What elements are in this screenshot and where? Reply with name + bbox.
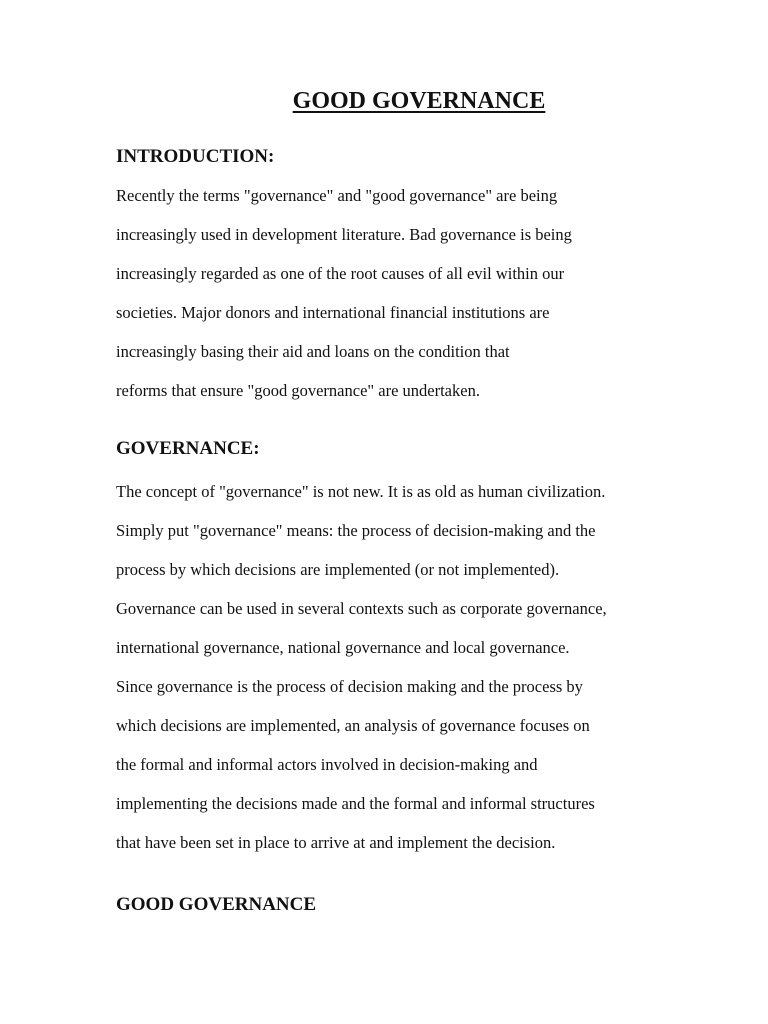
text-line: which decisions are implemented, an analysis of governance focuses on	[116, 716, 590, 735]
text-line: reforms that ensure "good governance" are undertaken.	[116, 381, 480, 400]
governance-paragraph	[116, 481, 607, 871]
text-line: the formal and informal actors involved in decision-making and	[116, 755, 538, 774]
text-line: Governance can be used in several contexts such as corporate governance,	[116, 599, 607, 618]
text-line: Since governance is the process of decision making and the process by	[116, 677, 583, 696]
text-line: The concept of "governance" is not new. It is as old as human civilization.	[116, 482, 606, 501]
introduction-paragraph	[116, 185, 572, 419]
text-line: increasingly basing their aid and loans on the condition that	[116, 342, 510, 361]
text-line: international governance, national governance and local governance.	[116, 638, 570, 657]
text-line: societies. Major donors and international financial institutions are	[116, 303, 550, 322]
text-line: increasingly used in development literature. Bad governance is being	[116, 225, 572, 244]
section-heading-good-governance: GOOD GOVERNANCE	[116, 894, 317, 915]
text-line: increasingly regarded as one of the root causes of all evil within our	[116, 264, 565, 283]
text-line: Recently the terms "governance" and "good governance" are being	[116, 186, 558, 205]
text-line: that have been set in place to arrive at and implement the decision.	[116, 833, 556, 852]
text-line: process by which decisions are implemented (or not implemented).	[116, 560, 560, 579]
text-line: implementing the decisions made and the formal and informal structures	[116, 794, 595, 813]
section-heading-governance: GOVERNANCE:	[116, 438, 260, 459]
text-line: Simply put "governance" means: the process of decision-making and the	[116, 521, 596, 540]
section-heading-introduction: INTRODUCTION:	[116, 146, 275, 167]
document-title: GOOD GOVERNANCE	[292, 88, 546, 114]
